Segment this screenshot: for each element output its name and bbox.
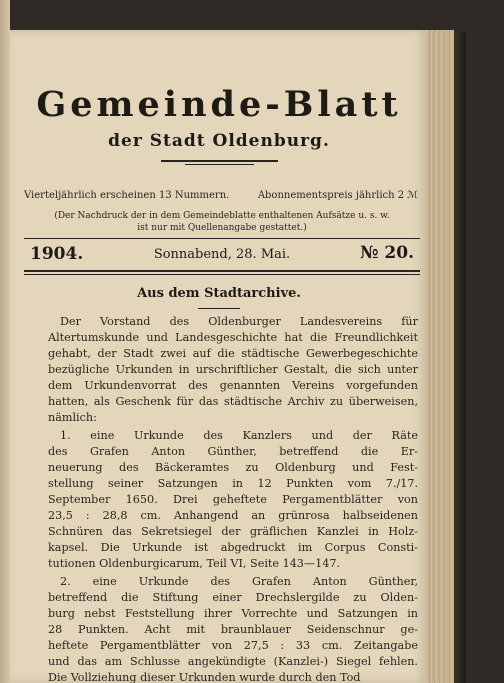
reprint-note-line: ist nur mit Quellenangabe gestattet.)	[137, 223, 307, 233]
masthead-title: Gemeinde-Blatt	[36, 84, 402, 125]
article-paragraph-intro	[48, 314, 418, 426]
issue-date: Sonnabend, 28. Mai.	[153, 247, 291, 262]
text-line: 1. eine Urkunde des Kanzlers und der Räte	[60, 429, 418, 442]
masthead-ornament	[161, 160, 278, 166]
text-line: und das am Schlusse angekündigte (Kanzlei-) Siegel fehlen.	[48, 655, 418, 668]
text-line: tutionen Oldenburgicarum, Teil VI, Seite 143—147.	[48, 557, 341, 570]
dateline-rule-bottom	[24, 270, 420, 272]
text-line: Die Vollziehung dieser Urkunden wurde durch den Tod	[48, 671, 361, 683]
dateline	[24, 242, 420, 268]
heading-rule	[198, 308, 240, 309]
masthead-subtitle: der Stadt Oldenburg.	[108, 131, 330, 151]
subscription-info	[24, 190, 418, 201]
text-line: burg nebst Feststellung ihrer Vorrechte und Satzungen in	[48, 607, 418, 620]
text-line: heftete Pergamentblätter von 27,5 : 33 cm. Zeitangabe	[48, 639, 418, 652]
text-line: Altertumskunde und Landesgeschichte hat die Freundlichkeit	[48, 331, 418, 344]
issue-number: № 20.	[360, 243, 414, 263]
subscription-price: Abonnementspreis jährlich 2 ℳ	[257, 190, 418, 201]
text-line: Der Vorstand des Oldenburger Landesvereins für	[60, 315, 418, 328]
article-item-1	[48, 428, 418, 572]
text-line: gehabt, der Stadt zwei auf die städtische Gewerbegeschichte	[48, 347, 418, 360]
text-line: des Grafen Anton Günther, betreffend die Er-	[48, 445, 418, 458]
text-line: bezügliche Urkunden in urschriftlicher Gestalt, die sich unter	[48, 363, 418, 376]
subscription-frequency: Vierteljährlich erscheinen 13 Nummern.	[24, 190, 230, 201]
article-heading: Aus dem Stadtarchive.	[137, 286, 301, 301]
text-line: 23,5 : 28,8 cm. Anhangend an grünrosa halbseidenen	[48, 509, 418, 522]
text-line: stellung seiner Satzungen in 12 Punkten vom 7./17.	[48, 477, 418, 490]
newspaper-page	[10, 30, 428, 683]
book-cover-edge	[454, 32, 466, 683]
text-line: September 1650. Drei geheftete Pergamentblätter von	[48, 493, 418, 506]
dateline-rule-bottom-thin	[24, 274, 420, 275]
text-line: nämlich:	[48, 411, 97, 424]
text-line: Schnüren das Sekretsiegel der gräflichen Kanzlei in Holz-	[48, 525, 418, 538]
text-line: betreffend die Stiftung einer Drechslergilde zu Olden-	[48, 591, 418, 604]
dateline-rule-top	[24, 238, 420, 239]
text-line: 28 Punkten. Acht mit braunblauer Seidenschnur ge-	[48, 623, 418, 636]
text-line: neuerung des Bäckeramtes zu Oldenburg und Fest-	[48, 461, 418, 474]
previous-page-edge	[0, 0, 10, 683]
reprint-note	[34, 210, 410, 234]
article-item-2	[48, 574, 418, 683]
text-line: hatten, als Geschenk für das städtische Archiv zu überweisen,	[48, 395, 418, 408]
text-line: dem Urkundenvorrat des genannten Vereins vorgefunden	[48, 379, 418, 392]
reprint-note-line: (Der Nachdruck der in dem Gemeindeblatte enthaltenen Aufsätze u. s. w.	[54, 211, 390, 221]
text-line: 2. eine Urkunde des Grafen Anton Günther,	[60, 575, 418, 588]
book-page-stack	[428, 30, 454, 683]
text-line: kapsel. Die Urkunde ist abgedruckt im Corpus Consti-	[48, 541, 418, 554]
issue-year: 1904.	[30, 244, 84, 264]
